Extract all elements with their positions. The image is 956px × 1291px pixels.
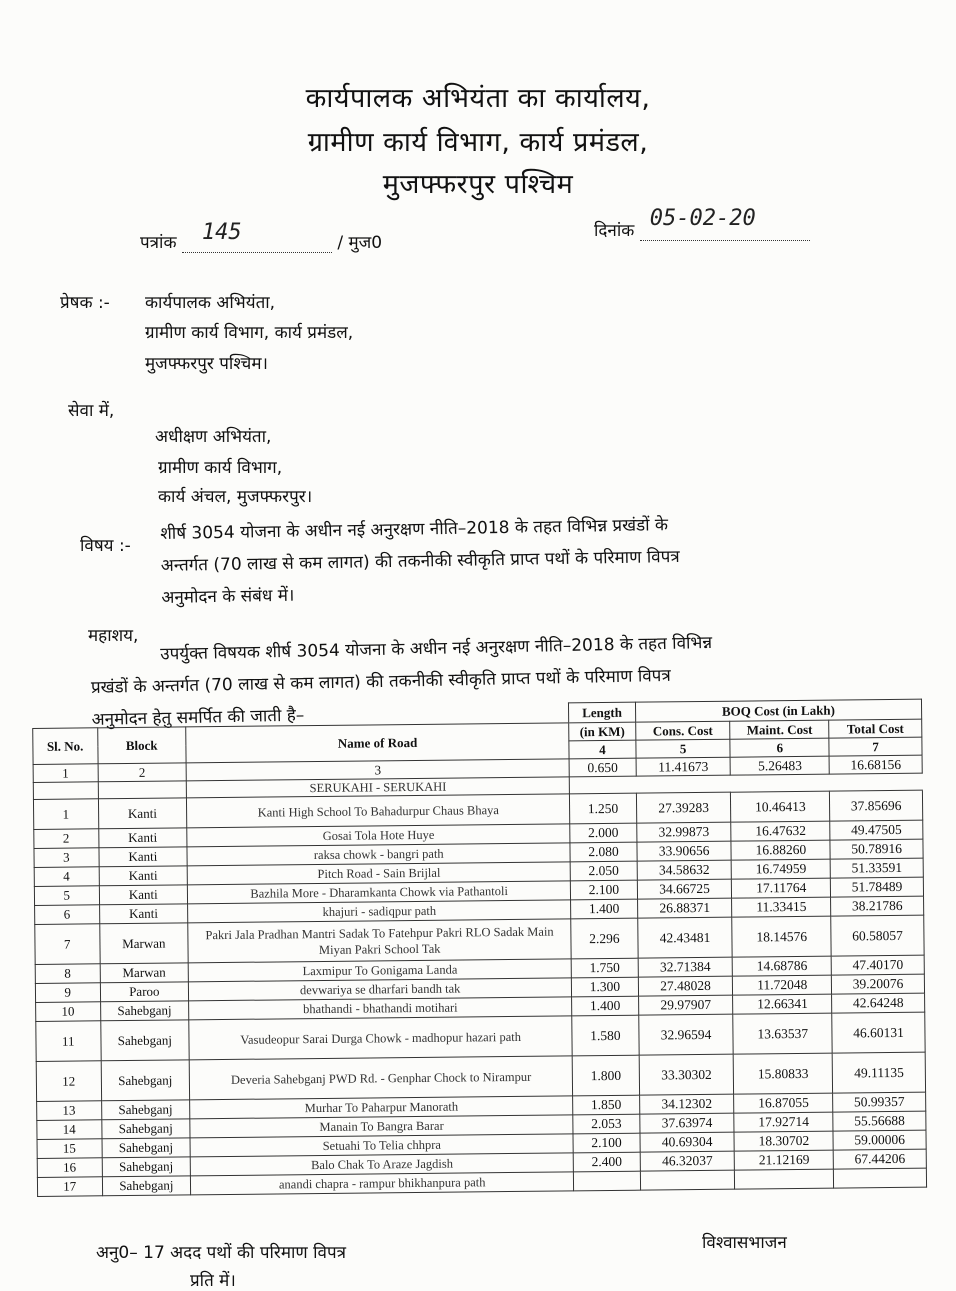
row-cons: 33.30302 (639, 1054, 734, 1095)
patrank-value: 145 (201, 220, 242, 245)
row-total: 55.56688 (833, 1111, 926, 1131)
header-block: Block (97, 727, 186, 764)
row-road: anandi chapra - rampur bhikhanpura path (191, 1172, 574, 1195)
col-number-5: 5 (636, 739, 731, 758)
subject-line2: अन्तर्गत (70 लाख से कम लागत) की तकनीकी स्वीकृति प्राप्त पथों के परिमाण विपत्र (160, 546, 680, 576)
row-block: Kanti (99, 866, 188, 886)
recipient-line2: ग्रामीण कार्य विभाग, (158, 458, 283, 478)
row-cons: 46.32037 (640, 1151, 735, 1171)
row-block: Marwan (100, 963, 189, 983)
row-road: devwariya se dharfari bandh tak (189, 978, 572, 1001)
subject-label: विषय :- (80, 536, 131, 556)
row-cons: 34.66725 (637, 879, 732, 899)
row-total: 51.78489 (831, 877, 924, 897)
row-total: 49.47505 (830, 820, 923, 840)
header-length-unit: (in KM) (569, 722, 636, 741)
row-block: Sahebganj (100, 1001, 189, 1021)
first-row-road: SERUKAHI - SERUKAHI (186, 777, 569, 798)
body-line3: अनुमोदन हेतु समर्पित की जाती है– (91, 705, 305, 730)
subject-line3: अनुमोदन के संबंध में। (161, 585, 295, 608)
row-maint: 12.66341 (733, 994, 832, 1014)
row-total: 47.40170 (831, 955, 924, 975)
row-cons: 37.63974 (640, 1113, 735, 1133)
body-line1: उपर्युक्त विषयक शीर्ष 3054 योजना के अधीन नई अनुरक्षण नीति–2018 के तहत विभिन्न (160, 632, 713, 665)
dinank-blank (640, 206, 810, 241)
header-maint: Maint. Cost (730, 720, 829, 739)
recipient-label: सेवा में, (68, 401, 115, 421)
col-number-2: 2 (98, 763, 187, 782)
row-length: 2.296 (571, 918, 638, 959)
row-cons: 27.48028 (638, 976, 733, 996)
recipient-line3: कार्य अंचल, मुजफ्फरपुर। (158, 487, 313, 507)
row-maint: 15.80833 (734, 1053, 833, 1094)
row-sl: 7 (35, 924, 100, 965)
row-block: Kanti (99, 904, 188, 924)
row-cons: 26.88371 (637, 898, 732, 918)
first-row-length: 0.650 (569, 758, 636, 777)
dinank-label: दिनांक (594, 221, 635, 241)
row-block: Sahebganj (101, 1100, 190, 1120)
sender-line1: कार्यपालक अभियंता, (145, 293, 276, 313)
row-total: 42.64248 (832, 993, 925, 1013)
cut-line: प्रति में। (190, 1271, 236, 1291)
row-sl: 15 (37, 1139, 102, 1159)
row-road: Bazhila More - Dharamkanta Chowk via Pathantoli (188, 881, 571, 904)
row-maint (735, 1169, 834, 1189)
row-road: Balo Chak To Araze Jagdish (190, 1153, 573, 1176)
row-block: Kanti (99, 885, 188, 905)
row-maint: 16.88260 (731, 840, 830, 860)
row-total: 59.00006 (833, 1130, 926, 1150)
row-cons: 33.90656 (637, 841, 732, 861)
row-road: Pakri Jala Pradhan Mantri Sadak To Fatehpur Pakri RLO Sadak Main Miyan Pakri School Tak (188, 919, 571, 963)
header-total: Total Cost (829, 719, 922, 738)
row-sl: 4 (34, 867, 99, 887)
row-cons: 27.39283 (636, 792, 731, 823)
row-maint: 17.92714 (734, 1112, 833, 1132)
row-block: Sahebganj (101, 1060, 190, 1101)
row-cons: 32.99873 (636, 822, 731, 842)
row-road: Gosai Tola Hote Huye (187, 824, 570, 847)
col-number-6: 6 (730, 738, 829, 757)
row-sl: 8 (35, 964, 100, 984)
row-cons: 34.12302 (639, 1094, 734, 1114)
row-length: 2.100 (573, 1133, 640, 1153)
dinank-row (594, 206, 810, 241)
row-block: Sahebganj (102, 1157, 191, 1177)
row-sl: 16 (37, 1158, 102, 1178)
row-cons: 32.96594 (638, 1014, 733, 1055)
patrank-suffix: / मुज0 (337, 233, 383, 253)
row-cons: 29.97907 (638, 995, 733, 1015)
row-total: 60.58057 (831, 915, 924, 956)
row-road: Manain To Bangra Barar (190, 1115, 573, 1138)
row-length: 2.000 (570, 823, 637, 843)
row-block: Sahebganj (101, 1119, 190, 1139)
row-total: 50.78916 (830, 839, 923, 859)
row-maint: 13.63537 (733, 1013, 832, 1054)
row-sl: 17 (37, 1177, 102, 1197)
header-sl: Sl. No. (33, 728, 98, 765)
row-cons: 32.71384 (638, 957, 733, 977)
row-sl: 9 (35, 983, 100, 1003)
row-block: Sahebganj (102, 1138, 191, 1158)
closing-text: विश्वासभाजन (702, 1233, 787, 1253)
row-length (574, 1171, 641, 1191)
row-road: Vasudeopur Sarai Durga Chowk - madhopur hazari path (189, 1016, 572, 1060)
row-maint: 18.14576 (732, 916, 831, 957)
row-maint: 16.87055 (734, 1093, 833, 1113)
header-road: Name of Road (186, 723, 569, 763)
row-length: 1.750 (571, 958, 638, 978)
row-total: 50.99357 (833, 1092, 926, 1112)
row-length: 2.100 (571, 880, 638, 900)
row-road: khajuri - sadiqpur path (188, 900, 571, 923)
row-sl: 2 (34, 829, 99, 849)
subject-line1: शीर्ष 3054 योजना के अधीन नई अनुरक्षण नीति–2018 के तहत विभिन्न प्रखंडों के (160, 515, 669, 544)
col-number-3: 3 (186, 759, 569, 781)
row-block: Marwan (99, 923, 188, 964)
row-block: Paroo (100, 982, 189, 1002)
row-sl: 11 (36, 1021, 101, 1062)
col-number-4: 4 (569, 740, 636, 759)
sender-line2: ग्रामीण कार्य विभाग, कार्य प्रमंडल, (145, 323, 354, 343)
row-length: 1.300 (572, 977, 639, 997)
row-road: Setuahi To Telia chhpra (190, 1134, 573, 1157)
row-sl: 5 (34, 886, 99, 906)
row-maint: 11.33415 (732, 897, 831, 917)
row-total: 51.33591 (830, 858, 923, 878)
row-length: 1.400 (571, 899, 638, 919)
row-block: Sahebganj (100, 1020, 189, 1061)
col-number-1: 1 (33, 764, 98, 783)
row-total: 67.44206 (833, 1149, 926, 1169)
row-road: Kanti High School To Bahadurpur Chaus Bhaya (187, 794, 570, 828)
row-road: raksa chowk - bangri path (187, 843, 570, 866)
row-sl: 1 (33, 799, 98, 830)
row-road: Murhar To Paharpur Manorath (190, 1096, 573, 1119)
row-total: 37.85696 (830, 790, 923, 821)
row-cons: 34.58632 (637, 860, 732, 880)
row-block: Kanti (98, 847, 187, 867)
row-maint: 17.11764 (732, 878, 831, 898)
office-title-line2: ग्रामीण कार्य विभाग, कार्य प्रमंडल, (307, 127, 649, 158)
enclosure-note: अनु0– 17 अदद पथों की परिमाण विपत्र (96, 1243, 346, 1263)
patrank-blank (182, 220, 332, 253)
row-maint: 16.47632 (731, 821, 830, 841)
row-sl: 13 (37, 1101, 102, 1121)
row-road: Laxmipur To Gonigama Landa (188, 959, 571, 982)
office-title-line1: कार्यपालक अभियंता का कार्यालय, (305, 83, 651, 114)
row-length: 1.400 (572, 996, 639, 1016)
row-length: 1.800 (572, 1055, 639, 1096)
header-cons: Cons. Cost (635, 721, 730, 740)
sender-line3: मुजफ्फरपुर पश्चिम। (145, 354, 268, 374)
first-row-total: 16.68156 (829, 755, 922, 774)
row-total (834, 1168, 927, 1188)
row-length: 2.053 (573, 1114, 640, 1134)
row-block: Kanti (98, 798, 187, 829)
dinank-value: 05-02-20 (649, 206, 756, 231)
row-sl: 10 (36, 1002, 101, 1022)
body-line2: प्रखंडों के अन्तर्गत (70 लाख से कम लागत) की तकनीकी स्वीकृति प्राप्त पथों के परिमाण विपत्र (90, 665, 671, 698)
row-cons: 42.43481 (637, 917, 732, 958)
row-block: Kanti (98, 828, 187, 848)
row-maint: 21.12169 (735, 1150, 834, 1170)
subject-block (160, 506, 862, 614)
row-maint: 18.30702 (734, 1131, 833, 1151)
row-cons (640, 1170, 735, 1190)
header-boq: BOQ Cost (in Lakh) (635, 699, 921, 722)
first-row-maint: 5.26483 (731, 756, 830, 775)
row-length: 2.050 (570, 861, 637, 881)
row-length: 1.850 (573, 1095, 640, 1115)
row-sl: 14 (37, 1120, 102, 1140)
row-road: Deveria Sahebganj PWD Rd. - Genphar Chock to Nirampur (189, 1056, 572, 1100)
row-total: 46.60131 (832, 1012, 925, 1053)
row-maint: 11.72048 (733, 975, 832, 995)
row-maint: 14.68786 (733, 956, 832, 976)
patrank-row (140, 220, 383, 253)
row-road: Pitch Road - Sain Brijlal (187, 862, 570, 885)
salutation: महाशय, (88, 626, 139, 646)
road-table (32, 699, 927, 1197)
header-length: Length (569, 702, 636, 723)
row-length: 2.400 (573, 1152, 640, 1172)
office-title-line3: मुजफ्फरपुर पश्चिम (382, 169, 574, 200)
row-total: 38.21786 (831, 896, 924, 916)
first-row-cons: 11.41673 (636, 757, 731, 776)
row-cons: 40.69304 (640, 1132, 735, 1152)
row-total: 49.11135 (832, 1052, 925, 1093)
patrank-label: पत्रांक (140, 233, 177, 253)
col-number-7: 7 (829, 737, 922, 756)
row-sl: 6 (35, 905, 100, 925)
recipient-line1: अधीक्षण अभियंता, (155, 427, 272, 447)
row-sl: 3 (34, 848, 99, 868)
row-length: 1.580 (572, 1015, 639, 1056)
row-length: 1.250 (570, 793, 637, 824)
row-sl: 12 (36, 1061, 101, 1102)
row-maint: 10.46413 (731, 791, 830, 822)
row-block: Sahebganj (102, 1176, 191, 1196)
sender-label: प्रेषक :- (60, 293, 110, 313)
row-road: bhathandi - bhathandi motihari (189, 997, 572, 1020)
row-total: 39.20076 (832, 974, 925, 994)
row-length: 2.080 (570, 842, 637, 862)
row-maint: 16.74959 (732, 859, 831, 879)
